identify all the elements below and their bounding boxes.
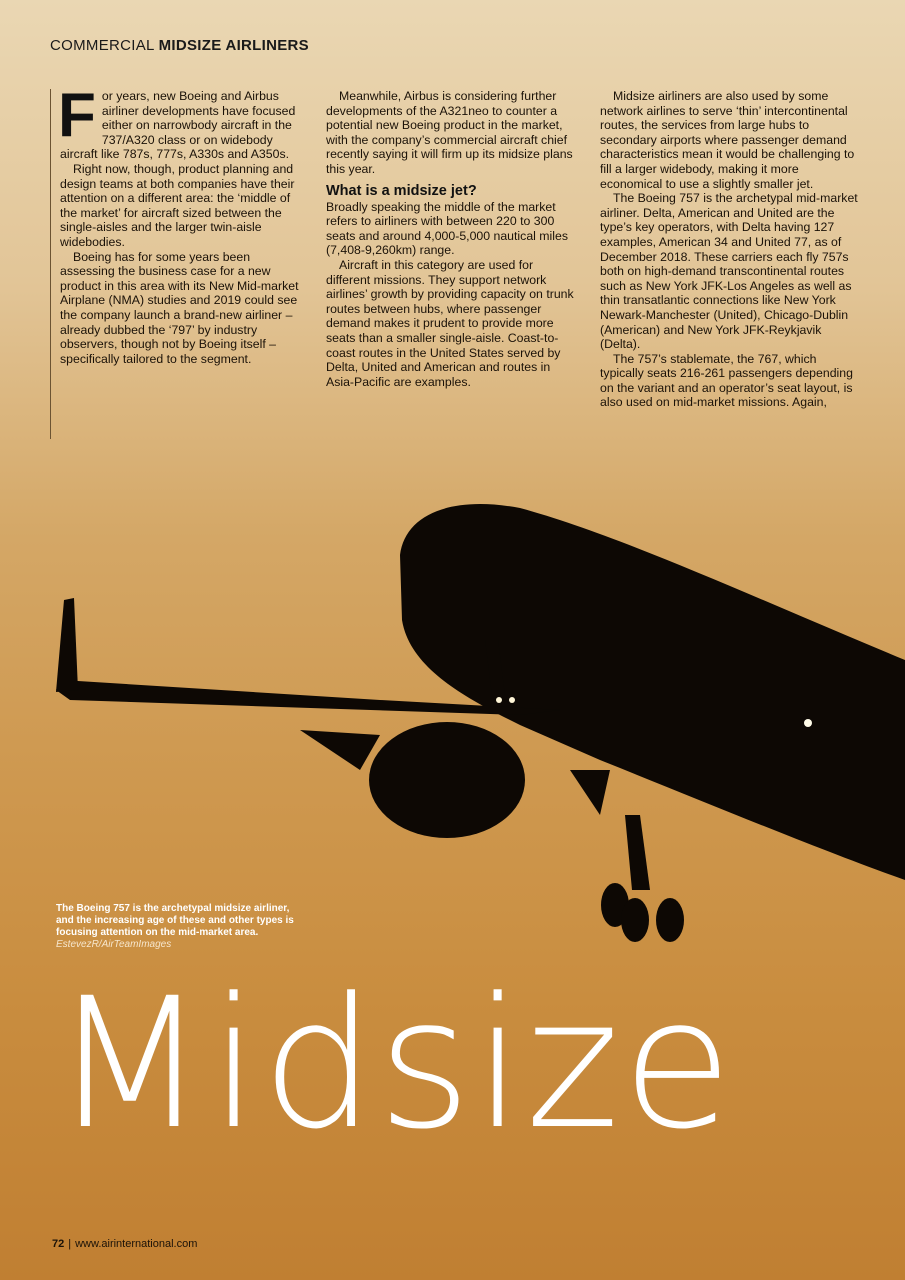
paragraph: Boeing has for some years been assessing the business case for a new product in this area with its New Mid-market Airplane (NMA) studies and 2019 could see the company launch a brand-new airliner – already dubbed the ‘797’ by industry observers, though not by Boeing itself – specifically tailored to the segment. <box>60 249 299 366</box>
column-rule <box>50 89 51 439</box>
caption-text: The Boeing 757 is the archetypal midsize airliner, and the increasing age of these and other types is focusing attention on the mid-market area. <box>56 903 294 938</box>
section-title: MIDSIZE AIRLINERS <box>158 37 309 54</box>
section-label: COMMERCIAL <box>50 37 155 54</box>
drop-cap: F <box>58 81 96 150</box>
article-column-3 <box>600 89 862 410</box>
paragraph: Midsize airliners are also used by some network airlines to serve ‘thin’ intercontinental routes, the services from large hubs to secondary airports where passenger demand characteristics mean it would be challenging to fill a larger widebody, making it more economical to use a slightly smaller jet. <box>600 89 855 191</box>
page-footer <box>52 1238 197 1250</box>
paragraph <box>58 81 308 162</box>
section-header <box>50 37 309 54</box>
landing-light <box>509 697 515 703</box>
subheading: What is a midsize jet? <box>326 182 477 199</box>
photo-caption <box>56 903 306 951</box>
winglet <box>56 598 78 692</box>
paragraph: Meanwhile, Airbus is considering further developments of the A321neo to counter a potential new Boeing product in the market, with the company’s commercial aircraft chief recently saying it will firm up its midsize plans this year. <box>326 89 573 176</box>
article-column-1 <box>58 81 308 366</box>
paragraph: The 757’s stablemate, the 767, which typically seats 216-261 passengers depending on the variant and an operator’s seat layout, is also used on mid-market missions. Again, <box>600 351 853 410</box>
footer-separator: | <box>68 1238 72 1250</box>
landing-light <box>804 719 812 727</box>
airliner-silhouette-photo <box>0 480 905 950</box>
paragraph: Broadly speaking the middle of the market refers to airliners with between 220 to 300 seats and around 4,000-5,000 nautical miles (7,408-9,260km) range. <box>326 199 568 258</box>
website-url: www.airinternational.com <box>75 1238 198 1250</box>
landing-light <box>496 697 502 703</box>
paragraph-text: or years, new Boeing and Airbus airliner developments have focused either on narrowbody aircraft in the 737/A320 class or on widebody aircraft like 787s, 777s, A330s and A350s. <box>60 89 296 162</box>
main-gear-wheel <box>656 898 684 942</box>
paragraph: The Boeing 757 is the archetypal mid-market airliner. Delta, American and United are the type’s key operators, with Delta having 127 examples, American 34 and United 77, as of December 2018. These carriers each fly 757s both on high-demand transcontinental routes such as New York JFK-Los Angeles as well as thin transatlantic connections like New York Newark-Manchester (United), Chicago-Dublin (American) and New York JFK-Reykjavik (Delta). <box>600 191 858 352</box>
page-number: 72 <box>52 1238 65 1250</box>
engine <box>369 722 525 838</box>
paragraph: Right now, though, product planning and design teams at both companies have their attention on a different area: the ‘middle of the market’ for aircraft sized between the single-aisles and the larger twin-aisle widebodies. <box>60 161 295 249</box>
display-title: Midsize <box>52 960 735 1169</box>
paragraph: Aircraft in this category are used for different missions. They support network airlines’ growth by providing capacity on trunk routes between hubs, where passenger demand makes it prudent to provide more seats than a smaller single-aisle. Coast-to-coast routes in the United States served by Delta, United and American and routes in Asia-Pacific are examples. <box>326 257 574 389</box>
main-gear-wheel <box>621 898 649 942</box>
main-gear-strut <box>625 815 650 890</box>
photo-credit: EstevezR/AirTeamImages <box>56 939 172 950</box>
article-column-2 <box>326 89 578 389</box>
